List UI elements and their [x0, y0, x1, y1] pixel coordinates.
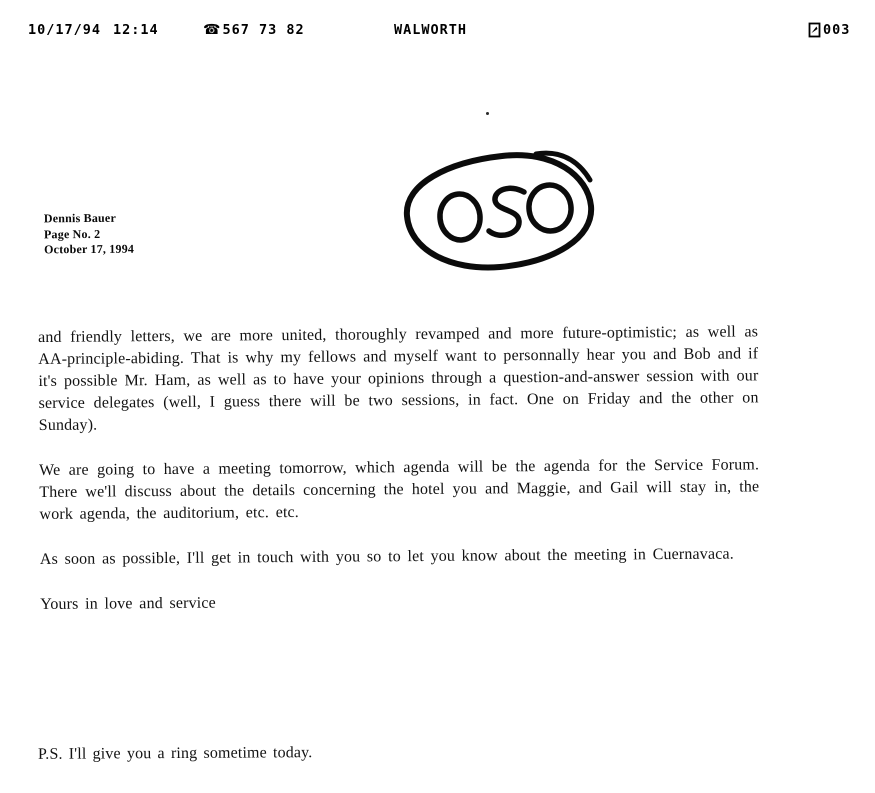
fax-page-number: 003	[823, 22, 851, 38]
fax-phone	[203, 22, 305, 38]
handwritten-circled-annotation	[402, 150, 598, 278]
page-sheet-icon	[808, 22, 821, 38]
letter-paragraph: We are going to have a meeting tomorrow, which agenda will be the agenda for the Service Forum. There we'll discuss about the details concerning the hotel you and Maggie, and Gail will stay in, the work agenda, the auditorium, etc. etc.	[39, 456, 760, 523]
postscript-line: P.S. I'll give you a ring sometime today.	[37, 744, 313, 763]
fax-page-counter	[808, 22, 850, 38]
fax-station-name: WALWORTH	[394, 22, 468, 38]
letter-paragraph: and friendly letters, we are more united, thoroughly revamped and more future-optimistic; as well as AA-principle-abiding. That is why my fellows and myself want to personnally hear you and Bob and if it's possible Mr. Ham, as well as to have your opinions through a question-and-answer session with our service delegates (well, I guess there will be two sessions, in fact. One on Friday and the other on Sunday).	[38, 323, 759, 434]
fax-date: 10/17/94	[28, 22, 102, 38]
scan-artifact-dot	[486, 112, 489, 115]
sender-page-line: Page No. 2	[43, 226, 101, 241]
fax-phone-number: 567 73 82	[222, 22, 305, 38]
fax-time: 12:14	[113, 22, 159, 38]
sender-block	[44, 211, 134, 258]
sender-name: Dennis Bauer	[43, 210, 117, 226]
letter-closing: Yours in love and service	[40, 594, 216, 613]
letter-paragraph: As soon as possible, I'll get in touch with you so to let you know about the meeting in Cuernavaca.	[39, 545, 734, 568]
sender-date-line: October 17, 1994	[44, 241, 135, 257]
fax-header	[0, 22, 875, 44]
letter-body	[38, 321, 760, 616]
hand-drawn-oval-icon	[402, 150, 598, 278]
telephone-icon: ☎	[203, 22, 222, 38]
